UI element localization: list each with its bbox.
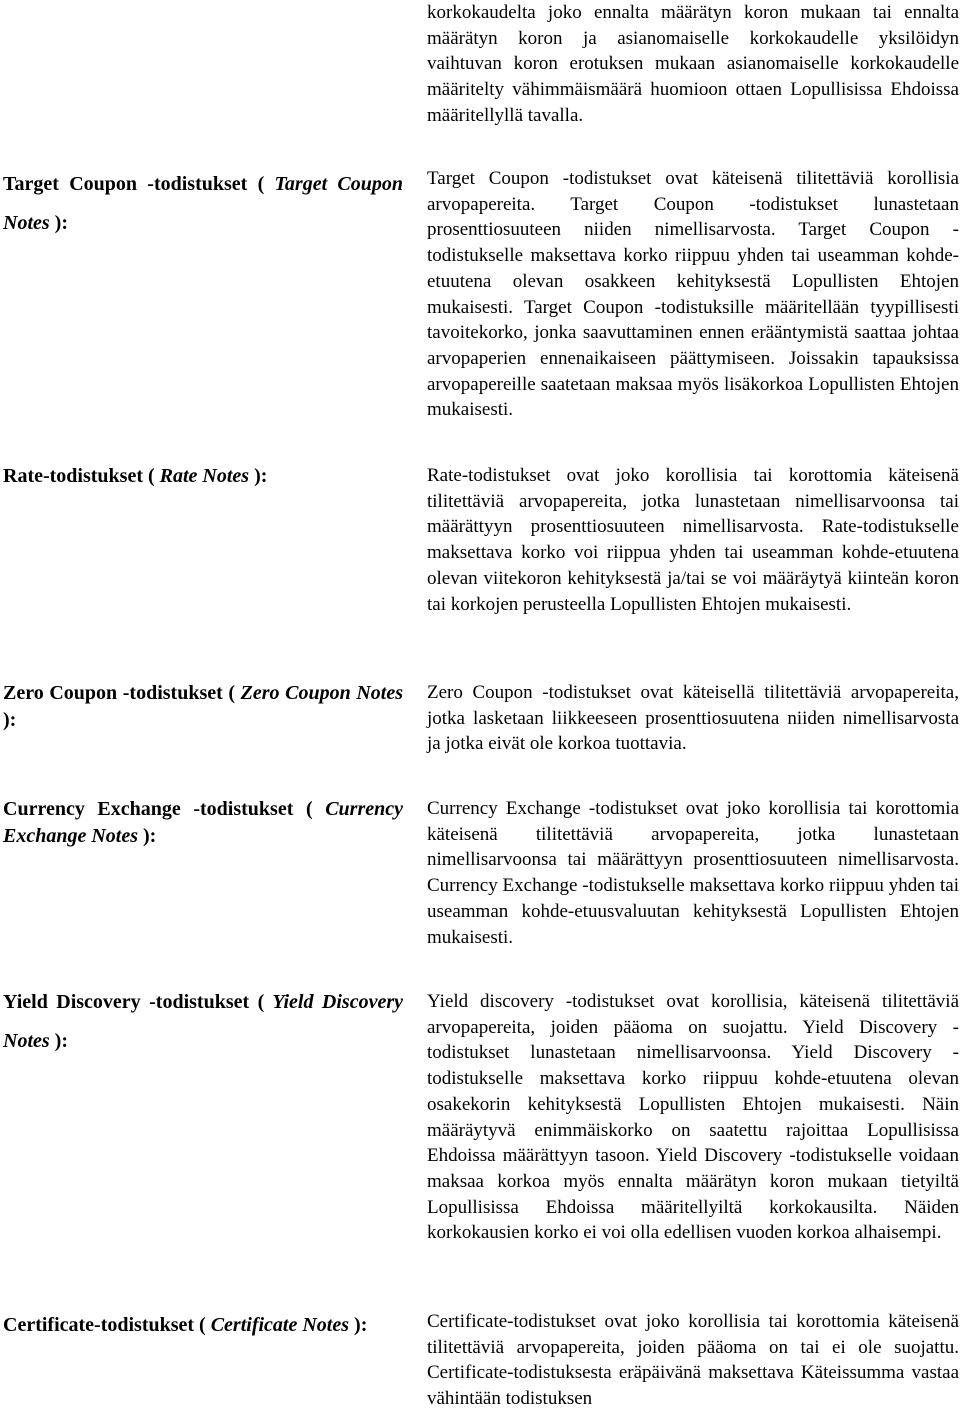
definition-target-coupon: Target Coupon -todistukset ovat käteisenä tilitettäviä korollisia arvopapereita. Target Coupon -todistukset lunastetaan prosenttiosuuteen niiden nimellisarvosta. Target Coupon -todistukselle maksettava korko riippuu yhden tai useamman kohde-etuutena olevan osakkeen kehityksestä Lopullisten Ehtojen mukaisesti. Target Coupon -todistuksille määritellään tyypillisesti tavoitekorko, jonka saavuttaminen ennen erääntymistä saattaa johtaa arvopaperien ennenaikaiseen päättymiseen. Joissakin tapauksissa arvopapereille saatetaan maksaa myös lisäkorkoa Lopullisten Ehtojen mukaisesti. (427, 168, 959, 421)
term-yield-discovery: Yield Discovery -todistukset ( Yield Discovery Notes ): (3, 991, 403, 1052)
term-currency-exchange: Currency Exchange -todistukset ( Currency Exchange Notes ): (3, 798, 403, 847)
term-certificate: Certificate-todistukset ( Certificate Notes ): (3, 1314, 368, 1336)
definition-zero-coupon: Zero Coupon -todistukset ovat käteisellä tilitettäviä arvopapereita, jotka lasketaan liikkeeseen prosenttiosuutena niiden nimellisarvosta ja jotka eivät ole korkoa tuottavia. (427, 682, 959, 755)
definition-currency-exchange: Currency Exchange -todistukset ovat joko korollisia tai korottomia käteisenä tilitettäviä arvopapereita, jotka lunastetaan nimellisarvoonsa tai määrättyyn prosenttiosuuteen nimellisarvosta. Currency Exchange -todistukselle maksettava korko riippuu yhden tai useamman kohde-etuusvaluutan kehityksestä Lopullisten Ehtojen mukaisesti. (427, 798, 959, 948)
definition-rate: Rate-todistukset ovat joko korollisia tai korottomia käteisenä tilitettäviä arvopapereita, jotka lunastetaan nimellisarvoonsa tai määrättyyn prosenttiosuuteen nimellisarvosta. Rate-todistukselle maksettava korko voi riippua yhden tai useamman kohde-etuutena olevan viitekoron kehityksestä ja/tai se voi määräytyä kiinteän koron tai korkojen perusteella Lopullisten Ehtojen mukaisesti. (427, 465, 959, 615)
term-zero-coupon: Zero Coupon -todistukset ( Zero Coupon Notes ): (3, 682, 403, 731)
definition-certificate: Certificate-todistukset ovat joko korollisia tai korottomia käteisenä tilitettäviä arvopapereita, joiden pääoma on tai ei ole suojattu. Certificate-todistuksesta eräpäivänä maksettava Käteissumma vastaa vähintään todistuksen (427, 1311, 959, 1410)
term-rate: Rate-todistukset ( Rate Notes ): (3, 465, 268, 487)
continued-paragraph: korkokaudelta joko ennalta määrätyn koron mukaan tai ennalta määrätyn koron ja asianomaiselle korkokaudelle yksilöidyn vaihtuvan koron erotuksen mukaan asianomaiselle korkokaudelle määritelty vähimmäismäärä huomioon ottaen Lopullisissa Ehdoissa määritellyllä tavalla. (427, 2, 959, 126)
definition-yield-discovery: Yield discovery -todistukset ovat korollisia, käteisenä tilitettäviä arvopapereita, joiden pääoma on suojattu. Yield Discovery -todistukset lunastetaan nimellisarvoonsa. Yield Discovery -todistukselle maksettava korko riippuu kohde-etuutena olevan osakekorin kehityksestä Lopullisten Ehtojen mukaisesti. Näin määräytyvä enimmäiskorko on saatettu rajoittaa Lopullisissa Ehdoissa määrättyyn tasoon. Yield Discovery -todistukselle voidaan maksaa korkoa myös ennalta määrätyn koron mukaan tietyiltä Lopullisissa Ehdoissa määritellyiltä korkokausilta. Näiden korkokausien korko ei voi olla edellisen vuoden korkoa alhaisempi. (427, 991, 959, 1244)
term-target-coupon: Target Coupon -todistukset ( Target Coupon Notes ): (3, 173, 403, 234)
